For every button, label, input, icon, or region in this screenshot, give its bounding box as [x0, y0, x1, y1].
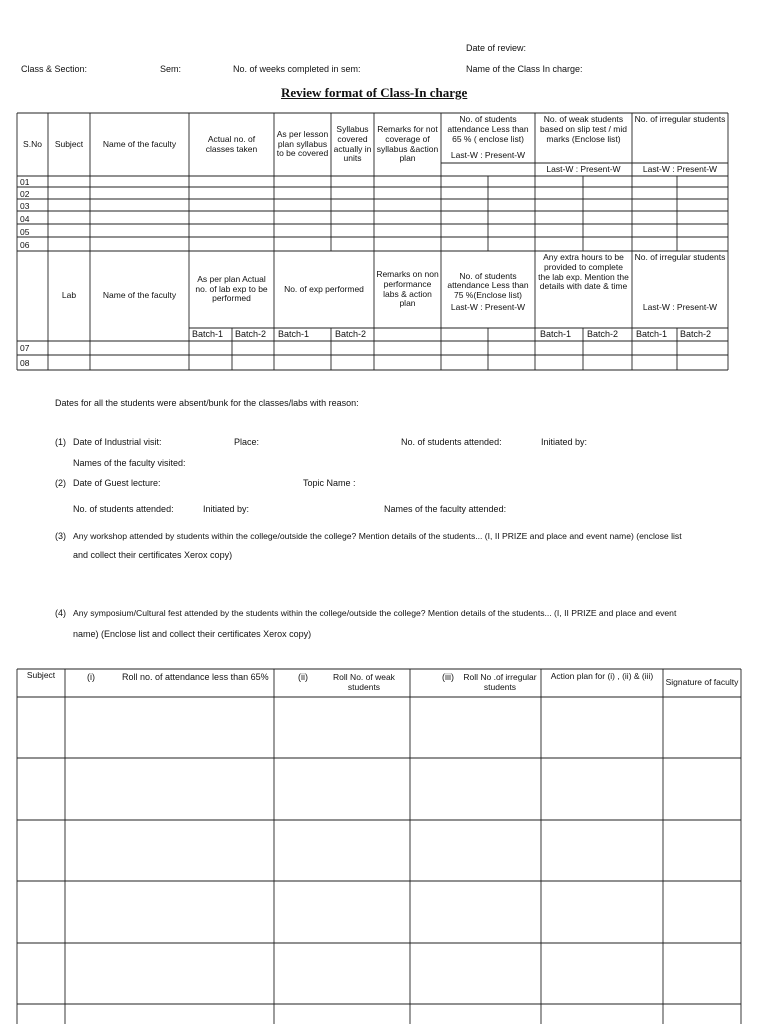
initiated-by-label: Initiated by:: [541, 437, 588, 447]
batch-2-label: Batch-2: [587, 329, 619, 339]
header-irregular-sub: Last-W : Present-W: [642, 163, 718, 174]
header-exp-performed: No. of exp performed: [284, 283, 364, 294]
header-lab-attendance: No. of students attendance Less than 75 %(Enclose list): [447, 270, 529, 301]
place-label: Place:: [234, 437, 260, 447]
header-syllabus-covered: Syllabus covered actually in units: [333, 123, 372, 164]
batch-1-label: Batch-1: [278, 329, 310, 339]
header-lesson-plan: As per lesson plan syllabus to be covered: [276, 128, 329, 159]
header-weak-students: No. of weak students based on slip test / mid marks (Enclose list): [540, 114, 627, 144]
item-3-number: (3): [55, 531, 66, 541]
t2-header-irregular: Roll No .of irregular students: [463, 672, 537, 692]
workshop-text-line2: and collect their certificates Xerox copy): [73, 550, 233, 560]
t2-header-subject: Subject: [26, 670, 56, 681]
t2-header-action-plan: Action plan for (i) , (ii) & (iii): [550, 671, 654, 682]
header-lab: Lab: [61, 290, 77, 301]
students-attended-label: No. of students attended:: [73, 504, 174, 514]
batch-2-label: Batch-2: [235, 329, 267, 339]
row-number: 05: [20, 227, 30, 237]
row-number: 03: [20, 201, 30, 211]
t2-header-i-marker: (i): [87, 672, 95, 682]
t2-header-ii-marker: (ii): [298, 672, 308, 682]
header-subject: Subject: [54, 138, 84, 149]
header-lab-irregular: No. of irregular students: [634, 252, 726, 262]
t2-header-iii-marker: (iii): [442, 672, 454, 682]
symposium-text-line1: Any symposium/Cultural fest attended by the students within the college/outside the college? Mention details of the students... (I, II PRIZE and place and event: [73, 608, 677, 618]
header-faculty: Name of the faculty: [102, 138, 177, 149]
date-of-review-label: Date of review:: [466, 43, 527, 53]
faculty-visited-label: Names of the faculty visited:: [73, 458, 186, 468]
t2-header-attendance: Roll no. of attendance less than 65%: [122, 672, 269, 682]
absent-note: Dates for all the students were absent/bunk for the classes/labs with reason:: [55, 398, 359, 408]
header-attendance-sub: Last-W : Present-W: [450, 150, 526, 161]
item-4-number: (4): [55, 608, 66, 618]
item-2-number: (2): [55, 478, 66, 488]
header-lab-irregular-sub: Last-W : Present-W: [642, 302, 718, 313]
header-extra-hours: Any extra hours to be provided to complete the lab exp. Mention the details with date & time: [538, 252, 629, 292]
t2-header-weak: Roll No. of weak students: [333, 672, 395, 692]
page-title: Review format of Class-In charge: [281, 85, 468, 100]
symposium-text-line2: name) (Enclose list and collect their certificates Xerox copy): [73, 629, 312, 639]
class-section-label: Class & Section:: [21, 64, 88, 74]
batch-2-label: Batch-2: [335, 329, 367, 339]
weeks-completed-label: No. of weeks completed in sem:: [233, 64, 361, 74]
batch-1-label: Batch-1: [540, 329, 572, 339]
initiated-by-label: Initiated by:: [203, 504, 250, 514]
row-number: 06: [20, 240, 30, 250]
guest-lecture-date-label: Date of Guest lecture:: [73, 478, 161, 488]
industrial-visit-date-label: Date of Industrial visit:: [73, 437, 162, 447]
row-number: 01: [20, 177, 30, 187]
batch-1-label: Batch-1: [192, 329, 224, 339]
t2-header-signature: Signature of faculty: [665, 677, 739, 688]
header-lab-faculty: Name of the faculty: [102, 290, 177, 301]
row-number: 07: [20, 343, 30, 353]
students-attended-label: No. of students attended:: [401, 437, 502, 447]
header-lab-remarks: Remarks on non performance labs & action plan: [376, 268, 439, 309]
row-number: 04: [20, 214, 30, 224]
header-remarks: Remarks for not coverage of syllabus &action plan: [376, 123, 439, 164]
topic-name-label: Topic Name :: [303, 478, 356, 488]
workshop-text-line1: Any workshop attended by students within the college/outside the college? Mention details of the students... (I, II PRIZE and place and event name) (enclose list: [73, 531, 682, 541]
header-lab-attendance-sub: Last-W : Present-W: [450, 302, 526, 313]
class-incharge-label: Name of the Class In charge:: [466, 64, 583, 74]
header-sno: S.No: [23, 138, 42, 149]
row-number: 02: [20, 189, 30, 199]
header-weak-sub: Last-W : Present-W: [546, 163, 621, 174]
faculty-attended-label: Names of the faculty attended:: [384, 504, 507, 514]
sem-label: Sem:: [160, 64, 182, 74]
header-asper-plan: As per plan Actual no. of lab exp to be performed: [195, 273, 268, 304]
batch-1-label: Batch-1: [636, 329, 668, 339]
item-1-number: (1): [55, 437, 66, 447]
header-actual-classes: Actual no. of classes taken: [205, 133, 258, 154]
batch-2-label: Batch-2: [680, 329, 712, 339]
header-attendance: No. of students attendance Less than 65 % ( enclose list): [447, 114, 529, 144]
row-number: 08: [20, 358, 30, 368]
header-irregular: No. of irregular students: [634, 114, 726, 124]
